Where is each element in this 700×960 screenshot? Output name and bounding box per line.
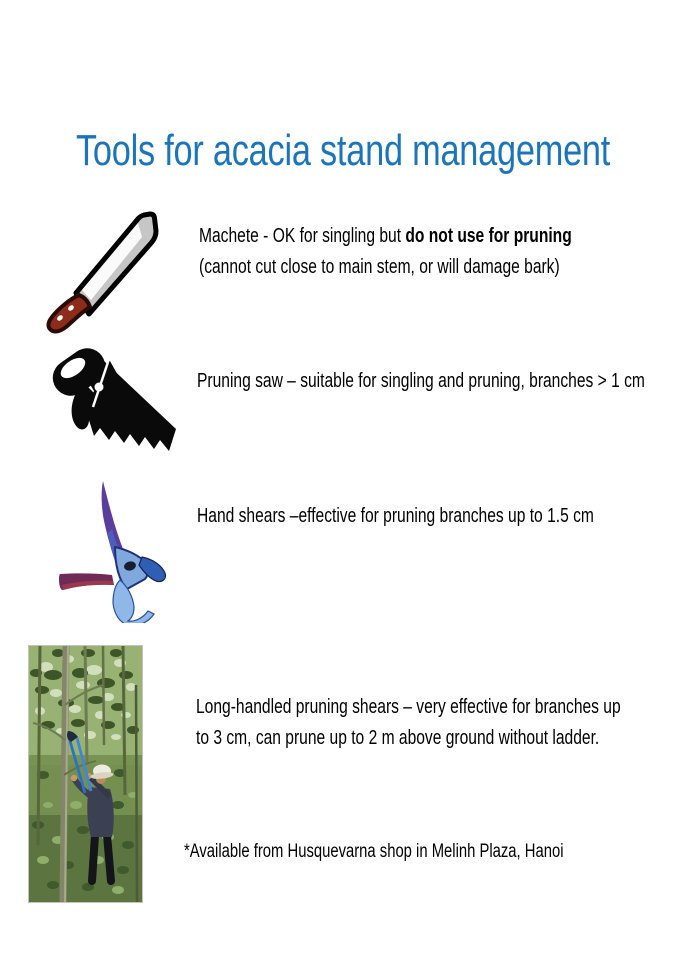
worker-pruning-photo [28,645,143,903]
pruning-saw-image [48,341,180,463]
machete-icon [45,210,165,336]
hand-shears-icon [57,477,181,623]
pruning-saw-description: Pruning saw – suitable for singling and pruning, branches > 1 cm [197,370,645,392]
machete-line1: Machete - OK for singling but do not use for pruning [199,225,572,247]
long-handled-shears-line2: to 3 cm, can prune up to 2 m above ground without ladder. [196,727,600,749]
slide-title: Tools for acacia stand management [76,126,611,175]
hand-shears-image [57,477,181,623]
long-handled-shears-line1: Long-handled pruning shears – very effective for branches up [196,696,621,718]
worker-pruning-photo-image [28,645,143,903]
machete-line2: (cannot cut close to main stem, or will damage bark) [199,256,560,278]
long-handled-shears-description [196,692,621,754]
hand-shears-description: Hand shears –effective for pruning branches up to 1.5 cm [197,505,594,527]
machete-description [199,221,572,283]
machete-image [45,210,165,336]
pruning-saw-icon [48,341,180,463]
footnote: *Available from Husquevarna shop in Melinh Plaza, Hanoi [184,841,564,862]
